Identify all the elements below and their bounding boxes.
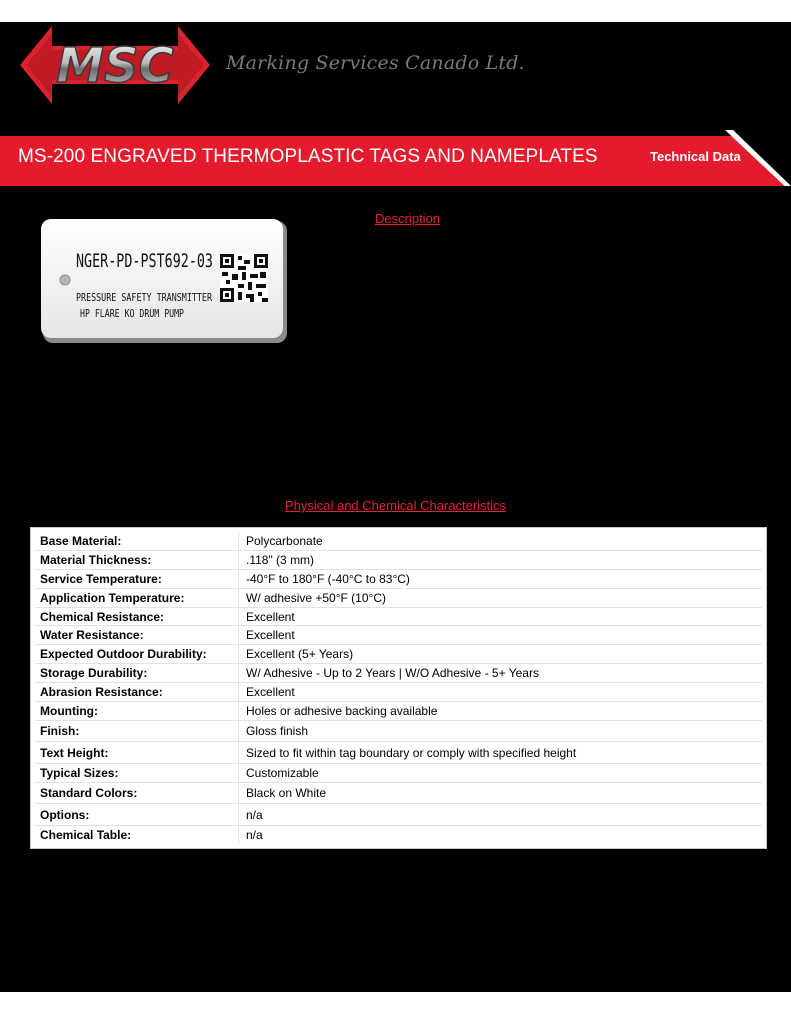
spec-label: Base Material: xyxy=(35,532,239,550)
spec-value: Black on White xyxy=(246,786,327,801)
spec-value: n/a xyxy=(246,827,263,842)
table-row xyxy=(35,683,762,702)
tag-line-3: HP FLARE KO DRUM PUMP xyxy=(80,307,185,320)
spec-value: Excellent xyxy=(246,685,295,700)
logo-text: MSC xyxy=(56,38,174,94)
table-row xyxy=(35,702,762,721)
physical-characteristics-heading: Physical and Chemical Characteristics xyxy=(284,498,507,513)
spec-value: Holes or adhesive backing available xyxy=(246,703,438,718)
tag-line-2: PRESSURE SAFETY TRANSMITTER xyxy=(76,291,213,304)
spec-label: Chemical Table: xyxy=(35,826,239,844)
spec-value: Excellent xyxy=(246,628,295,643)
spec-value: Customizable xyxy=(246,765,319,780)
spec-label: Chemical Resistance: xyxy=(35,608,239,626)
table-row xyxy=(35,764,762,783)
spec-label: Abrasion Resistance: xyxy=(35,683,239,701)
table-row xyxy=(35,721,762,743)
page-title: MS-200 ENGRAVED THERMOPLASTIC TAGS AND NAMEPLATES xyxy=(18,146,598,167)
technical-data-label: Technical Data xyxy=(650,149,741,164)
table-row xyxy=(35,742,762,764)
table-row xyxy=(35,783,762,805)
msc-logo xyxy=(20,24,210,106)
spec-value: W/ Adhesive - Up to 2 Years | W/O Adhesive - 5+ Years xyxy=(246,666,539,681)
company-name: Marking Services Canado Ltd. xyxy=(226,52,525,74)
spec-label: Typical Sizes: xyxy=(35,764,239,782)
table-row xyxy=(35,532,762,551)
table-row xyxy=(35,608,762,627)
table-row xyxy=(35,626,762,645)
qr-code-icon xyxy=(220,254,268,302)
table-row xyxy=(35,804,762,826)
tag-line-1: NGER-PD-PST692-03 xyxy=(76,250,213,272)
spec-label: Text Height: xyxy=(35,742,239,763)
table-row xyxy=(35,589,762,608)
description-heading: Description xyxy=(375,211,441,226)
spec-value: Gloss finish xyxy=(246,724,309,739)
table-row xyxy=(35,645,762,664)
spec-value: n/a xyxy=(246,807,263,822)
document-page xyxy=(0,22,791,992)
spec-value: .118" (3 mm) xyxy=(246,552,315,567)
spec-label: Standard Colors: xyxy=(35,783,239,804)
spec-label: Service Temperature: xyxy=(35,570,239,588)
table-row xyxy=(35,826,762,844)
spec-value: Polycarbonate xyxy=(246,533,323,548)
spec-label: Mounting: xyxy=(35,702,239,720)
spec-value: Sized to fit within tag boundary or comply with specified height xyxy=(246,745,577,760)
spec-label: Finish: xyxy=(35,721,239,742)
table-row xyxy=(35,551,762,570)
spec-value: Excellent (5+ Years) xyxy=(246,647,354,662)
spec-value: W/ adhesive +50°F (10°C) xyxy=(246,590,386,605)
spec-value: -40°F to 180°F (-40°C to 83°C) xyxy=(246,571,410,586)
spec-label: Application Temperature: xyxy=(35,589,239,607)
spec-value: Excellent xyxy=(246,609,295,624)
mounting-hole-icon xyxy=(60,275,70,285)
spec-label: Water Resistance: xyxy=(35,626,239,644)
table-row xyxy=(35,570,762,589)
spec-label: Storage Durability: xyxy=(35,664,239,682)
spec-label: Expected Outdoor Durability: xyxy=(35,645,239,663)
spec-label: Material Thickness: xyxy=(35,551,239,569)
spec-label: Options: xyxy=(35,804,239,825)
specifications-table xyxy=(30,527,767,849)
table-row xyxy=(35,664,762,683)
product-tag-image xyxy=(40,218,290,351)
